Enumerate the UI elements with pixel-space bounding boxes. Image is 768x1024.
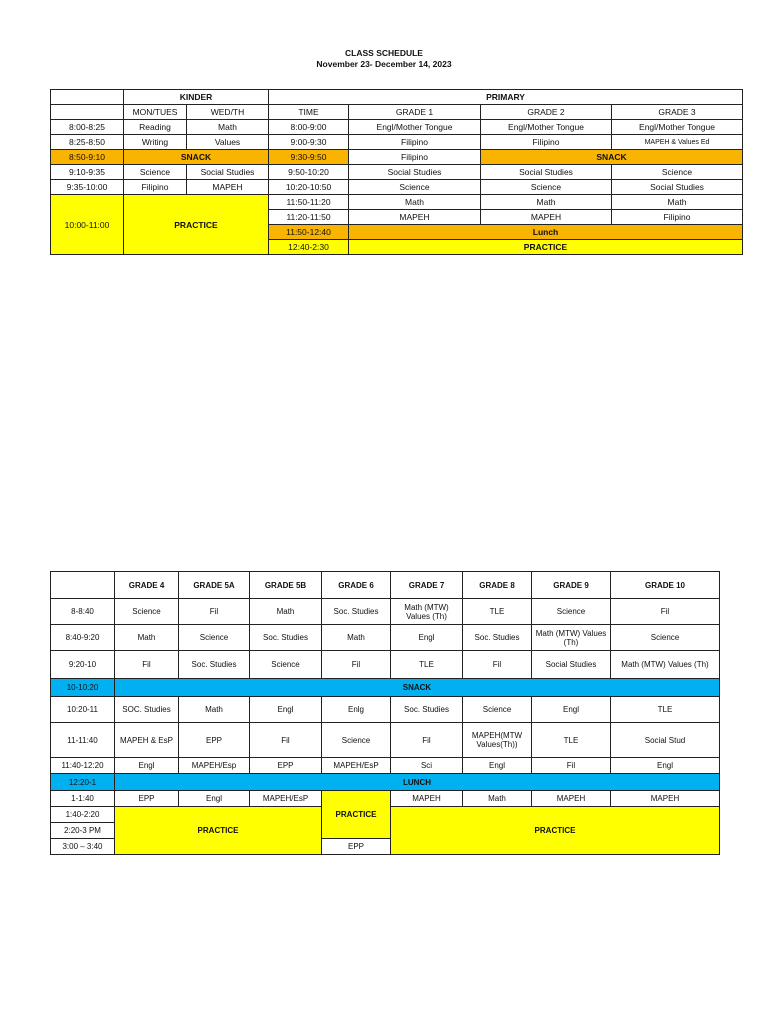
column-header: TIME <box>269 105 349 120</box>
table-cell: Science <box>115 599 179 625</box>
table-cell: MAPEH <box>532 791 611 807</box>
table-cell: Science <box>124 165 187 180</box>
table-cell <box>51 572 115 599</box>
practice-cell: PRACTICE <box>124 195 269 255</box>
practice-cell: PRACTICE <box>391 807 720 855</box>
table-cell: Fil <box>463 651 532 679</box>
table-cell: TLE <box>391 651 463 679</box>
table-cell: SOC. Studies <box>115 697 179 723</box>
time-cell: 8:50-9:10 <box>51 150 124 165</box>
table-cell: TLE <box>463 599 532 625</box>
column-header: GRADE 4 <box>115 572 179 599</box>
snack-cell: SNACK <box>124 150 269 165</box>
table-row <box>51 165 743 180</box>
time-cell: 11:40-12:20 <box>51 758 115 774</box>
table-cell: Filipino <box>349 135 481 150</box>
column-header: GRADE 7 <box>391 572 463 599</box>
date-range: November 23- December 14, 2023 <box>316 59 452 69</box>
time-cell: 10:00-11:00 <box>51 195 124 255</box>
table-row <box>51 679 720 697</box>
column-header: GRADE 8 <box>463 572 532 599</box>
table-cell: Engl <box>250 697 322 723</box>
table-cell: Enlg <box>322 697 391 723</box>
time-cell: 8:00-9:00 <box>269 120 349 135</box>
column-header: MON/TUES <box>124 105 187 120</box>
table-row <box>51 599 720 625</box>
table-cell: Science <box>532 599 611 625</box>
table-cell: Social Stud <box>611 723 720 758</box>
table-cell: Fil <box>250 723 322 758</box>
time-cell: 2:20-3 PM <box>51 823 115 839</box>
table-row <box>51 791 720 807</box>
table-cell: Science <box>463 697 532 723</box>
time-cell: 8:40-9:20 <box>51 625 115 651</box>
column-header: GRADE 10 <box>611 572 720 599</box>
table-cell: Engl/Mother Tongue <box>612 120 743 135</box>
table-cell: Science <box>322 723 391 758</box>
kinder-primary-schedule-table <box>50 89 743 255</box>
column-header: GRADE 5A <box>179 572 250 599</box>
column-header: GRADE 6 <box>322 572 391 599</box>
table-cell: Filipino <box>124 180 187 195</box>
time-cell: 11:20-11:50 <box>269 210 349 225</box>
table-cell: Math <box>481 195 612 210</box>
table-cell: EPP <box>179 723 250 758</box>
table-cell: Math <box>187 120 269 135</box>
table-cell: Math <box>463 791 532 807</box>
table-row <box>51 651 720 679</box>
table-cell: Sci <box>391 758 463 774</box>
schedule-title-block <box>0 48 768 70</box>
table-cell <box>51 105 124 120</box>
table-cell: Engl <box>391 625 463 651</box>
table-cell: Engl <box>115 758 179 774</box>
time-cell: 11:50-12:40 <box>269 225 349 240</box>
table-row <box>51 625 720 651</box>
table-cell: Soc. Studies <box>250 625 322 651</box>
table-row <box>51 90 743 105</box>
table-cell: Engl <box>463 758 532 774</box>
table-cell: Math (MTW) Values (Th) <box>611 651 720 679</box>
table-cell: MAPEH & EsP <box>115 723 179 758</box>
column-header: GRADE 3 <box>612 105 743 120</box>
table-row <box>51 774 720 791</box>
table-cell: MAPEH <box>611 791 720 807</box>
column-header: GRADE 2 <box>481 105 612 120</box>
section-header-primary: PRIMARY <box>269 90 743 105</box>
table-row <box>51 572 720 599</box>
table-cell: Social Studies <box>481 165 612 180</box>
table-cell: Soc. Studies <box>463 625 532 651</box>
time-cell: 3:00 – 3:40 <box>51 839 115 855</box>
table-cell: Math <box>349 195 481 210</box>
table-row <box>51 195 743 210</box>
table-cell: Soc. Studies <box>322 599 391 625</box>
table-row <box>51 105 743 120</box>
table-cell: Math <box>115 625 179 651</box>
table-cell: Science <box>250 651 322 679</box>
practice-cell: PRACTICE <box>349 240 743 255</box>
time-cell: 9:35-10:00 <box>51 180 124 195</box>
table-cell: Social Studies <box>187 165 269 180</box>
table-cell: MAPEH <box>349 210 481 225</box>
time-cell: 8:25-8:50 <box>51 135 124 150</box>
table-cell: MAPEH <box>187 180 269 195</box>
table-cell: Engl/Mother Tongue <box>349 120 481 135</box>
table-cell: Engl <box>532 697 611 723</box>
time-cell: 10:20-11 <box>51 697 115 723</box>
table-cell: MAPEH <box>391 791 463 807</box>
page-title: CLASS SCHEDULE <box>345 48 423 58</box>
time-cell: 9:30-9:50 <box>269 150 349 165</box>
practice-cell: PRACTICE <box>115 807 322 855</box>
table-cell: Engl <box>611 758 720 774</box>
table-cell: MAPEH/EsP <box>322 758 391 774</box>
table-cell: Filipino <box>612 210 743 225</box>
table-cell: Math <box>179 697 250 723</box>
table-cell: Social Studies <box>532 651 611 679</box>
table-cell: Values <box>187 135 269 150</box>
time-cell: 10:20-10:50 <box>269 180 349 195</box>
table-cell: MAPEH/EsP <box>250 791 322 807</box>
table-cell: MAPEH(MTW Values(Th)) <box>463 723 532 758</box>
column-header: WED/TH <box>187 105 269 120</box>
table-cell: Fil <box>391 723 463 758</box>
table-cell: Science <box>349 180 481 195</box>
table-cell: Social Studies <box>612 180 743 195</box>
table-cell: Math <box>322 625 391 651</box>
column-header: GRADE 5B <box>250 572 322 599</box>
table-row <box>51 697 720 723</box>
table-cell <box>51 90 124 105</box>
table-row <box>51 120 743 135</box>
table-row <box>51 723 720 758</box>
table-cell: TLE <box>611 697 720 723</box>
time-cell: 1-1:40 <box>51 791 115 807</box>
table-row <box>51 180 743 195</box>
table-cell: Soc. Studies <box>179 651 250 679</box>
table-cell: Science <box>179 625 250 651</box>
table-cell: TLE <box>532 723 611 758</box>
column-header: GRADE 9 <box>532 572 611 599</box>
table-cell: Math <box>612 195 743 210</box>
table-cell: Writing <box>124 135 187 150</box>
table-row <box>51 135 743 150</box>
time-cell: 9:00-9:30 <box>269 135 349 150</box>
snack-cell: SNACK <box>115 679 720 697</box>
table-cell: Fil <box>532 758 611 774</box>
time-cell: 12:40-2:30 <box>269 240 349 255</box>
table-cell: EPP <box>322 839 391 855</box>
time-cell: 1:40-2:20 <box>51 807 115 823</box>
table-cell: Fil <box>611 599 720 625</box>
table-cell: Engl/Mother Tongue <box>481 120 612 135</box>
table-cell: Filipino <box>481 135 612 150</box>
time-cell: 11-11:40 <box>51 723 115 758</box>
time-cell: 8-8:40 <box>51 599 115 625</box>
table-cell: Reading <box>124 120 187 135</box>
table-cell: EPP <box>115 791 179 807</box>
time-cell: 9:20-10 <box>51 651 115 679</box>
table-cell: Fil <box>322 651 391 679</box>
table-cell: MAPEH & Values Ed <box>612 135 743 150</box>
lunch-cell: LUNCH <box>115 774 720 791</box>
time-cell: 12:20-1 <box>51 774 115 791</box>
table-cell: Engl <box>179 791 250 807</box>
table-cell: Soc. Studies <box>391 697 463 723</box>
table-row <box>51 758 720 774</box>
grades-4-10-schedule-table <box>50 571 720 855</box>
table-cell: Science <box>611 625 720 651</box>
snack-cell: SNACK <box>481 150 743 165</box>
table-cell: Social Studies <box>349 165 481 180</box>
time-cell: 8:00-8:25 <box>51 120 124 135</box>
table-cell: Math (MTW) Values (Th) <box>532 625 611 651</box>
lunch-cell: Lunch <box>349 225 743 240</box>
time-cell: 10-10:20 <box>51 679 115 697</box>
table-cell: Science <box>612 165 743 180</box>
table-cell: Fil <box>179 599 250 625</box>
table-cell: EPP <box>250 758 322 774</box>
table-cell: Math <box>250 599 322 625</box>
table-cell: Science <box>481 180 612 195</box>
section-header-kinder: KINDER <box>124 90 269 105</box>
table-cell: Fil <box>115 651 179 679</box>
table-cell: MAPEH/Esp <box>179 758 250 774</box>
table-row <box>51 150 743 165</box>
column-header: GRADE 1 <box>349 105 481 120</box>
time-cell: 11:50-11:20 <box>269 195 349 210</box>
table-cell: Filipino <box>349 150 481 165</box>
practice-cell: PRACTICE <box>322 791 391 839</box>
time-cell: 9:50-10:20 <box>269 165 349 180</box>
table-cell: Math (MTW) Values (Th) <box>391 599 463 625</box>
table-cell: MAPEH <box>481 210 612 225</box>
time-cell: 9:10-9:35 <box>51 165 124 180</box>
